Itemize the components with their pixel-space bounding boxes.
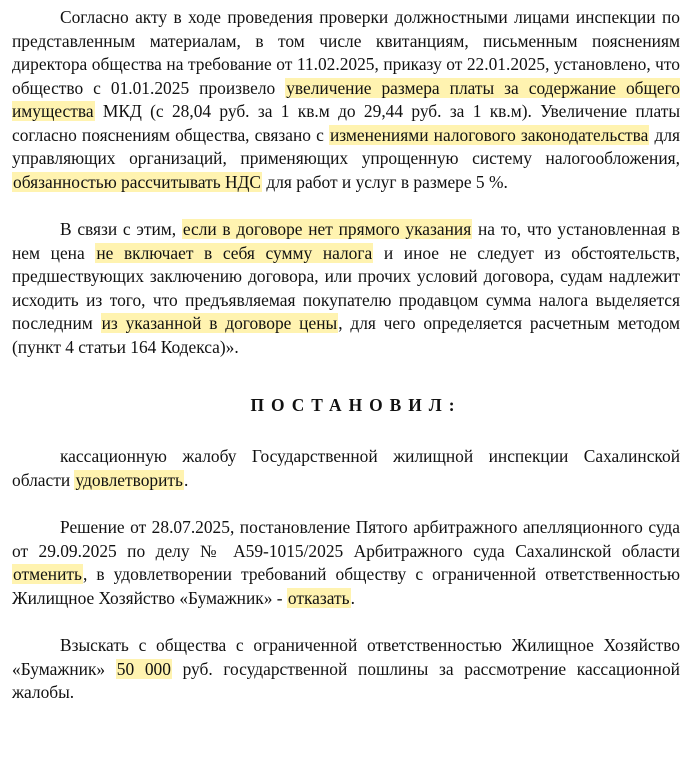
text-segment: . — [183, 469, 189, 490]
highlighted-text: если в договоре нет прямого указания — [182, 219, 472, 239]
paragraph-inspection-findings — [12, 6, 680, 194]
text-segment: Согласно акту в ходе проведения проверки должностными лицами инспекции по представленным материалам, в том числе квитанциям, письменным пояснениям директора общества на требование от 11.02.2025, приказу от 22.01.2025, установлено, что общество с 01.01.2025 произвело — [12, 7, 680, 98]
highlighted-text: отказать — [287, 587, 350, 608]
text-segment: Решение от 28.07.2025, постановление Пятого арбитражного апелляционного суда от 29.09.2025 по делу № А59-1015/2025 Арбитражного суда Сахалинской области — [12, 517, 680, 561]
highlighted-text: не включает в себя сумму налога — [96, 242, 373, 263]
text-segment: , в удовлетворении требований обществу с ограниченной ответственностью Жилищное Хозяйство «Бумажник» - — [12, 564, 680, 608]
highlighted-text: изменениями налогового законодательства — [329, 124, 649, 145]
text-segment: кассационную жалобу Государственной жилищной инспекции Сахалинской области — [12, 446, 680, 490]
text-segment: на то, что установленная в нем цена — [12, 219, 681, 263]
text-segment: руб. государственной пошлины за рассмотрение кассационной жалобы. — [12, 658, 680, 702]
text-segment: . — [350, 587, 355, 608]
highlighted-text: удовлетворить — [75, 469, 183, 490]
paragraph-tax-clarification — [12, 218, 680, 359]
text-segment: В связи с этим, — [60, 219, 182, 239]
paragraph-state-fee — [12, 634, 680, 705]
text-segment: для работ и услуг в размере 5 %. — [262, 171, 508, 192]
ruling-heading: ПОСТАНОВИЛ: — [250, 395, 462, 415]
text-segment: Взыскать с общества с ограниченной ответственностью Жилищное Хозяйство «Бумажник» — [12, 635, 680, 679]
highlighted-text: обязанностью рассчитывать НДС — [13, 171, 262, 192]
paragraph-decision-reversed — [12, 516, 680, 610]
highlighted-text: из указанной в договоре цены — [101, 313, 338, 333]
paragraph-complaint-granted — [12, 445, 680, 492]
highlighted-text: 50 000 — [116, 658, 171, 679]
text-segment: для управляющих организаций, применяющих упрощенную систему налогообложения, — [12, 124, 681, 168]
highlighted-text: отменить — [13, 564, 82, 584]
text-segment: , для чего определяется расчетным методом (пункт 4 статьи 164 Кодекса)». — [12, 313, 680, 357]
document-page — [12, 6, 680, 705]
text-segment: МКД (с 28,04 руб. за 1 кв.м до 29,44 руб. за 1 кв.м). Увеличение платы согласно пояснениям общества, связано с — [12, 101, 680, 145]
text-segment: и иное не следует из обстоятельств, предшествующих заключению договора, или прочих условий договора, судам надлежит исходить из того, что предъявляемая покупателю продавцом сумма налога выделяется последним — [12, 242, 681, 333]
highlighted-text: увеличение размера платы за содержание общего имущества — [12, 77, 681, 121]
